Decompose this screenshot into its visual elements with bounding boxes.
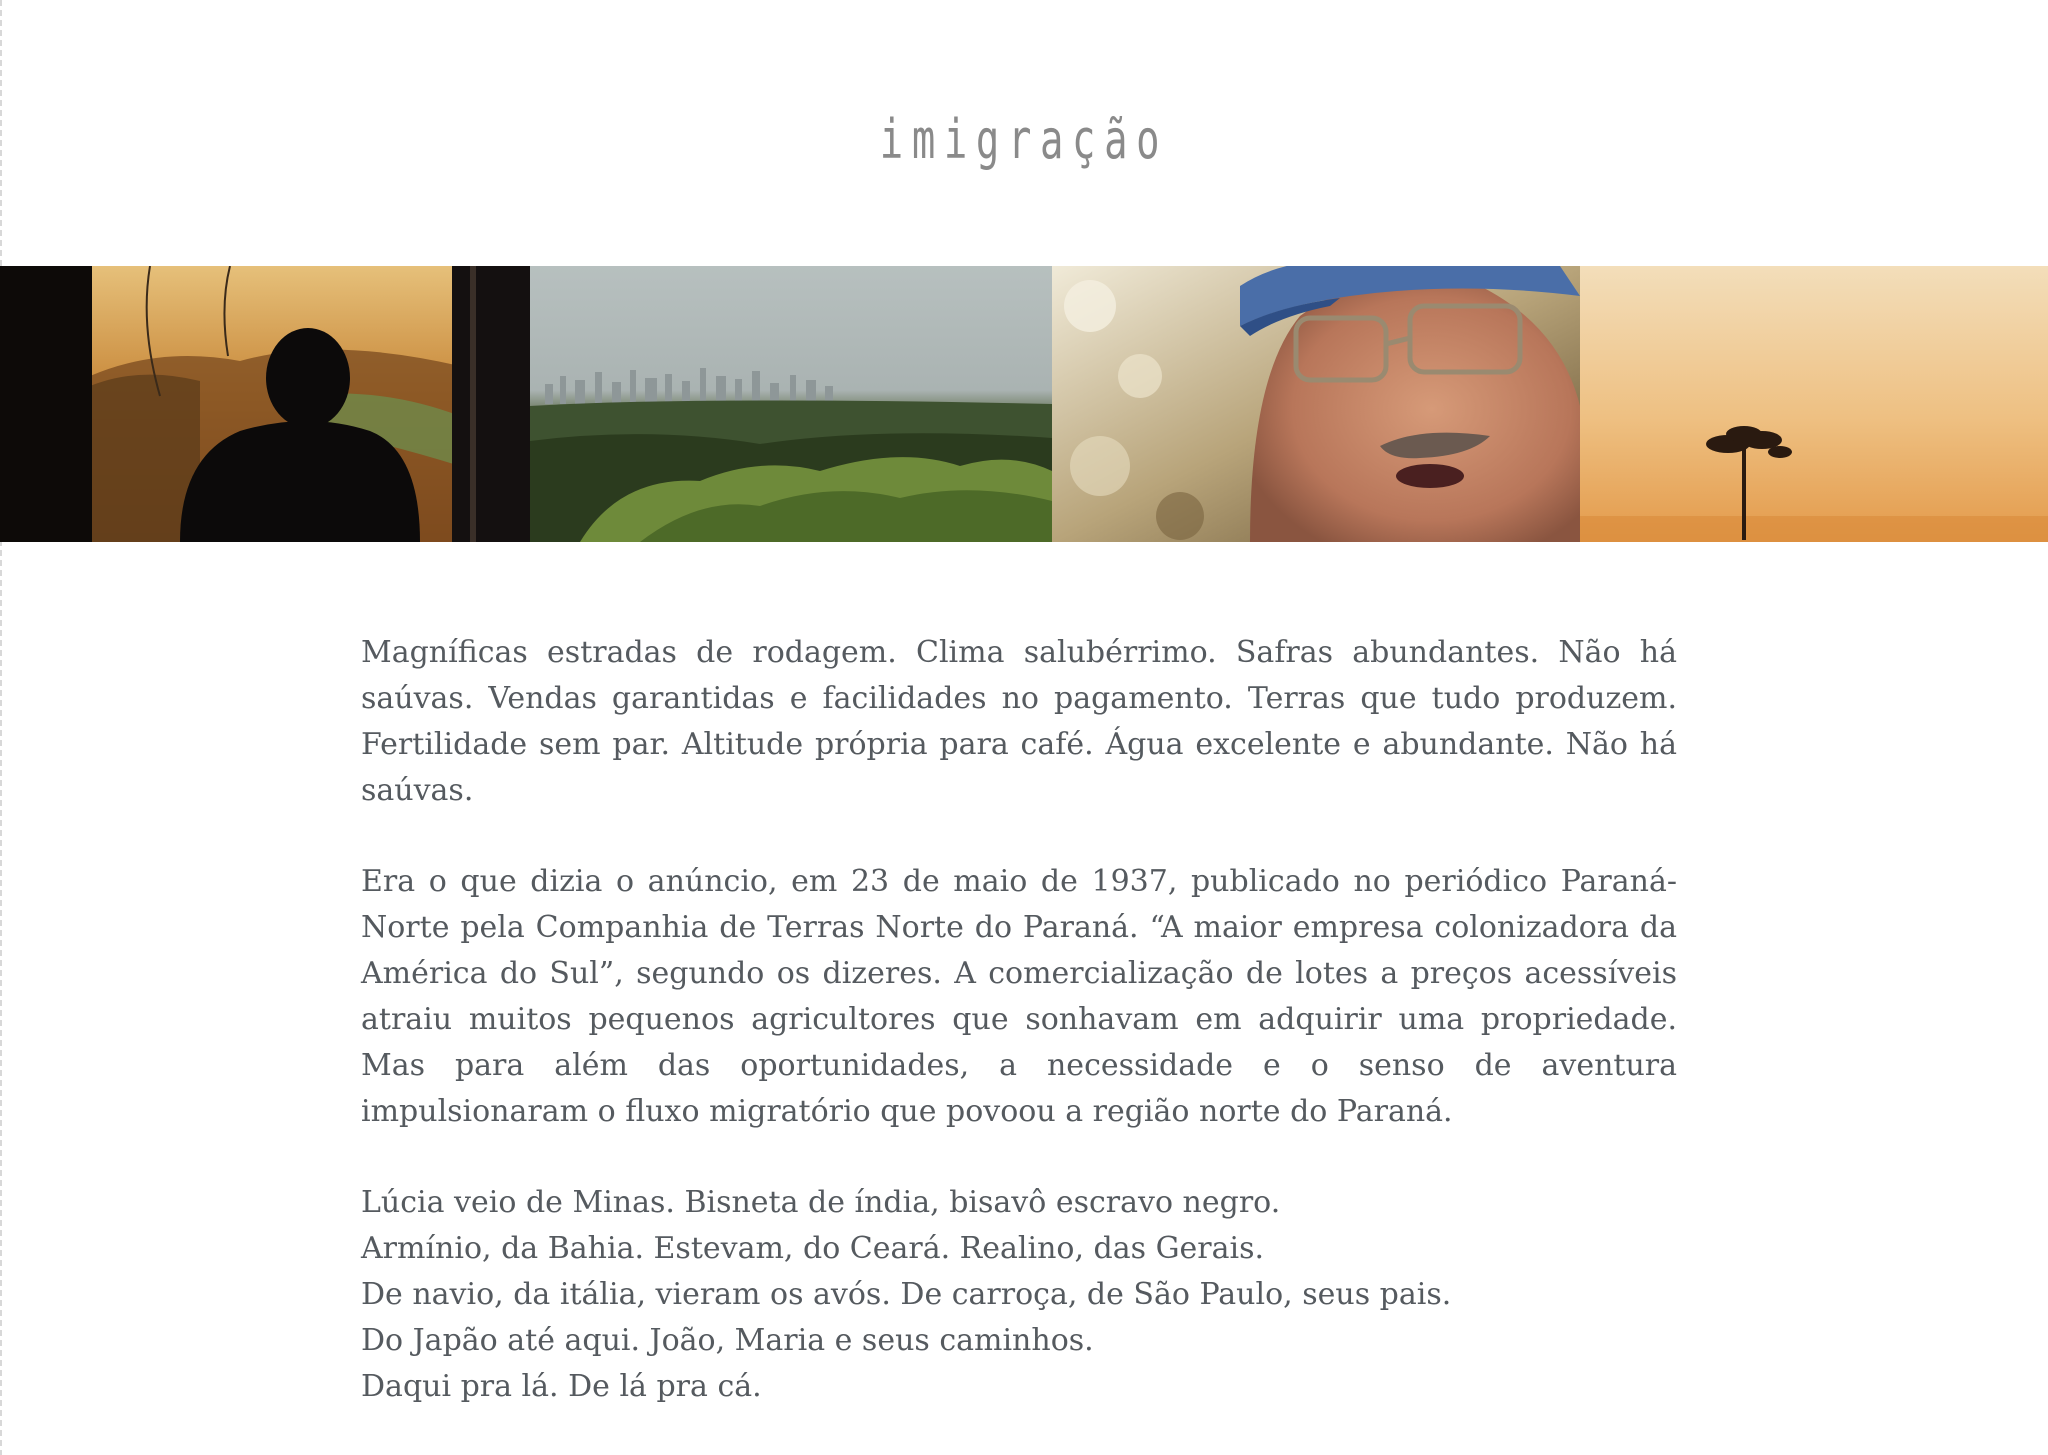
poem-line: Lúcia veio de Minas. Bisneta de índia, bisavô escravo negro. [361,1185,1281,1220]
poem-line: Do Japão até aqui. João, Maria e seus caminhos. [361,1323,1094,1358]
paragraph-history: Era o que dizia o anúncio, em 23 de maio de 1937, publicado no periódico Paraná-Norte pela Companhia de Terras Norte do Paraná. “A maior empresa colonizadora da América do Sul”, segundo os dizeres. A comercialização de lotes a preços acessíveis atraiu muitos pequenos agricultores que sonhavam em adquirir uma propriedade. Mas para além das oportunidades, a necessidade e o senso de aventura impulsionaram o fluxo migratório que povoou a região norte do Paraná. [361,864,1677,1129]
poem-line: Armínio, da Bahia. Estevam, do Ceará. Realino, das Gerais. [361,1231,1265,1266]
page-title: imigração [879,108,1169,171]
man-silhouette-window-photo [0,266,530,542]
lone-tree-sunset-photo [1580,266,2048,542]
page-edge-decoration [0,0,2,1455]
paragraph-advertisement: Magníficas estradas de rodagem. Clima salubérrimo. Safras abundantes. Não há saúvas. Vendas garantidas e facilidades no pagamento. Terras que tudo produzem. Fertilidade sem par. Altitude própria para café. Água excelente e abundante. Não há saúvas. [361,635,1677,808]
poem-line: Daqui pra lá. De lá pra cá. [361,1369,762,1404]
photo-strip [0,266,2048,542]
elderly-man-portrait-photo [1052,266,1580,542]
article-body [361,630,1677,1410]
poem-lines [361,1180,1677,1410]
poem-line: De navio, da itália, vieram os avós. De carroça, de São Paulo, seus pais. [361,1277,1452,1312]
city-skyline-forest-photo [530,266,1052,542]
